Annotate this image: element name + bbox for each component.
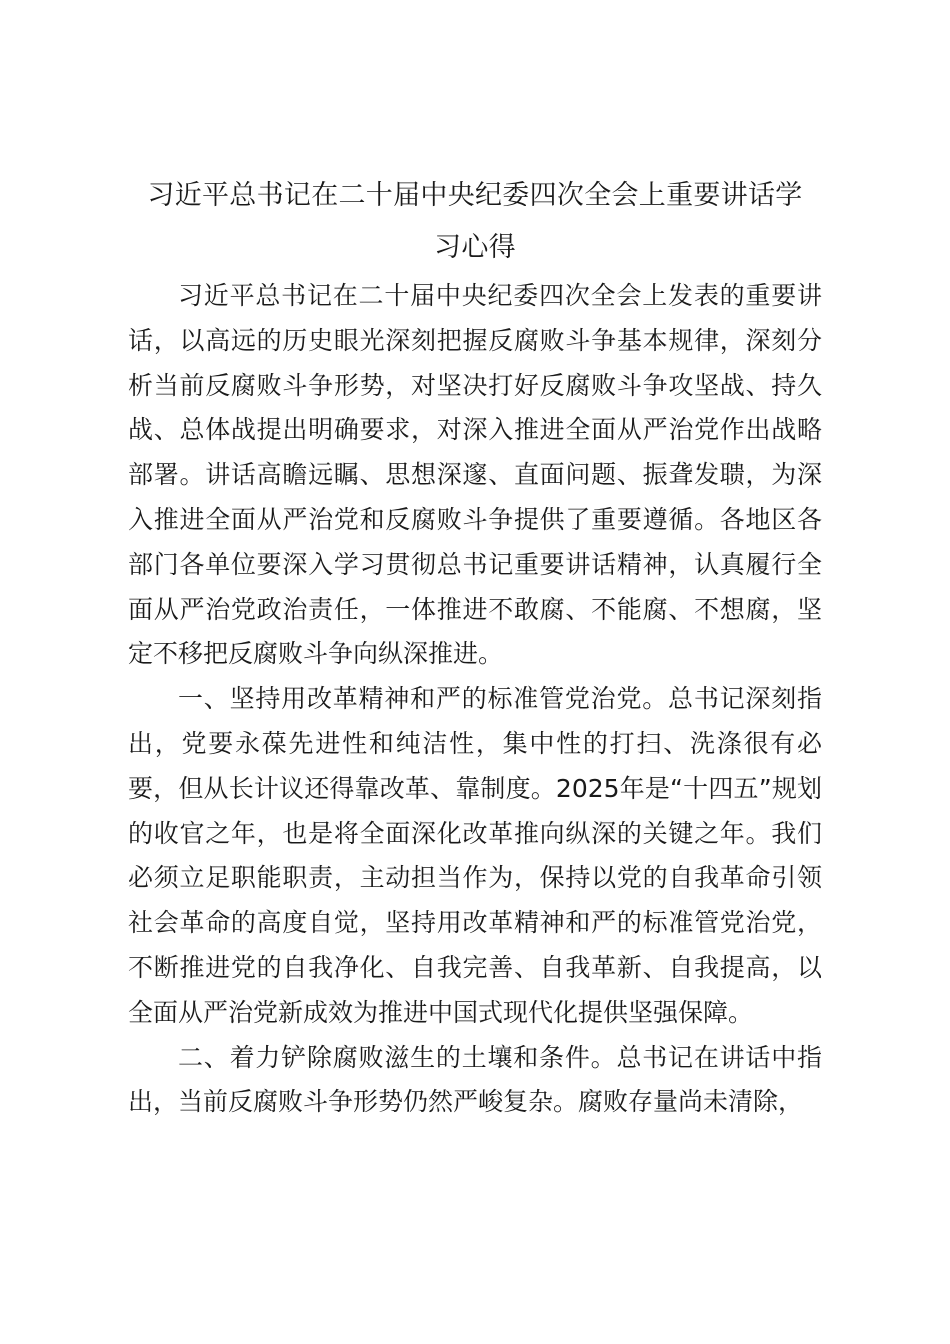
title-line-1: 习近平总书记在二十届中央纪委四次全会上重要讲话学 [147, 180, 803, 211]
paragraph-section-1: 一、坚持用改革精神和严的标准管党治党。总书记深刻指出，党要永葆先进性和纯洁性，集中性的打扫、洗涤很有必要，但从长计议还得靠改革、靠制度。2025年是“十四五”规划的收官之年，也是将全面深化改革推向纵深的关键之年。我们必须立足职能职责，主动担当作为，保持以党的自我革命引领社会革命的高度自觉，坚持用改革精神和严的标准管党治党，不断推进党的自我净化、自我完善、自我革新、自我提高，以全面从严治党新成效为推进中国式现代化提供坚强保障。 [128, 684, 822, 1027]
document-page [128, 170, 822, 1125]
paragraph-section-2: 二、着力铲除腐败滋生的土壤和条件。总书记在讲话中指出，当前反腐败斗争形势仍然严峻复杂。腐败存量尚未清除， [128, 1042, 822, 1117]
paragraph-intro: 习近平总书记在二十届中央纪委四次全会上发表的重要讲话，以高远的历史眼光深刻把握反腐败斗争基本规律，深刻分析当前反腐败斗争形势，对坚决打好反腐败斗争攻坚战、持久战、总体战提出明确要求，对深入推进全面从严治党作出战略部署。讲话高瞻远瞩、思想深邃、直面问题、振聋发聩，为深入推进全面从严治党和反腐败斗争提供了重要遵循。各地区各部门各单位要深入学习贯彻总书记重要讲话精神，认真履行全面从严治党政治责任，一体推进不敢腐、不能腐、不想腐，坚定不移把反腐败斗争向纵深推进。 [128, 281, 822, 669]
title-line-2: 习心得 [434, 232, 516, 263]
document-title [128, 170, 822, 274]
